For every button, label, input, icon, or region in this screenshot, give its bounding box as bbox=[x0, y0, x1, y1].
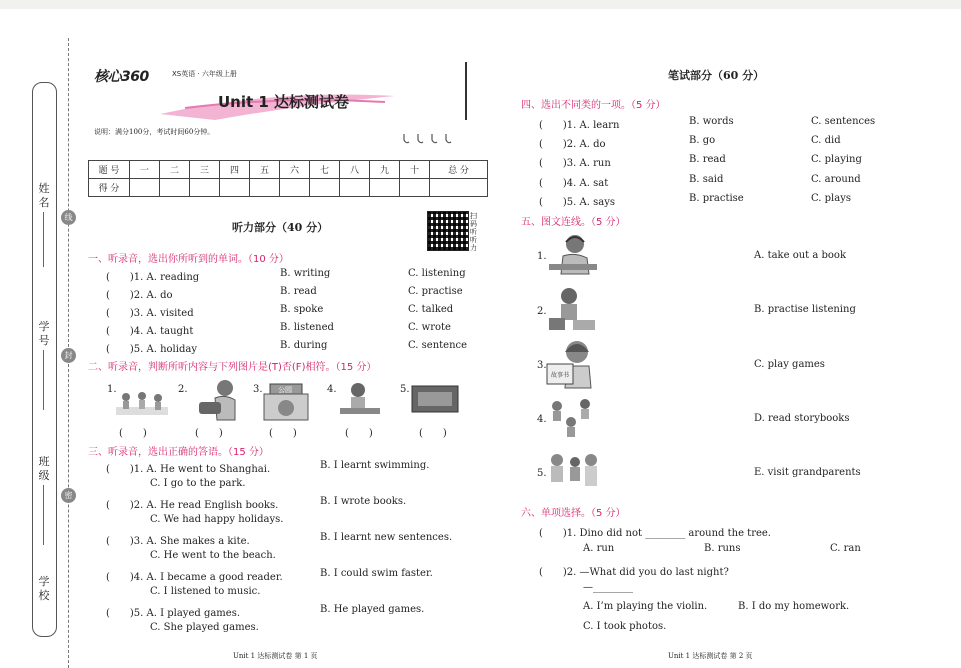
mc-option[interactable]: B. runs bbox=[704, 543, 741, 554]
answer-option-a[interactable]: ( )3. A. She makes a kite. bbox=[106, 536, 250, 547]
qr-caption: 扫码听听力 bbox=[470, 212, 477, 252]
match-option[interactable]: E. visit grandparents bbox=[754, 467, 861, 478]
answer-option-a[interactable]: ( )5. A. I played games. bbox=[106, 608, 241, 619]
score-input-cell[interactable] bbox=[400, 179, 430, 197]
score-cell: 九 bbox=[370, 161, 400, 179]
match-number: 4. bbox=[537, 414, 547, 425]
mc-option[interactable]: A. run bbox=[583, 543, 615, 554]
question-option-a[interactable]: ( )3. A. run bbox=[539, 158, 611, 169]
name-line bbox=[43, 212, 44, 267]
student-id-label: 学号 bbox=[38, 320, 50, 347]
score-table bbox=[88, 160, 488, 197]
question-option-a[interactable]: ( )5. A. holiday bbox=[106, 344, 197, 355]
mc-option[interactable]: A. I’m playing the violin. bbox=[583, 601, 708, 612]
question-option-a[interactable]: ( )3. A. visited bbox=[106, 308, 194, 319]
score-cell: 总 分 bbox=[430, 161, 488, 179]
park-sign-text: 公园 bbox=[278, 386, 292, 394]
course-label: XS英语 · 六年级上册 bbox=[172, 70, 237, 78]
footer-page-2: Unit 1 达标测试卷 第 2 页 bbox=[668, 652, 753, 660]
exam-title: Unit 1 达标测试卷 bbox=[218, 93, 350, 111]
picture-number: 3. bbox=[253, 384, 263, 395]
brand-logo: 核心360 bbox=[94, 69, 149, 85]
score-input-cell[interactable] bbox=[310, 179, 340, 197]
question-option-c[interactable]: C. sentences bbox=[811, 116, 876, 127]
student-id-line bbox=[43, 350, 44, 410]
question-option-c[interactable]: C. talked bbox=[408, 304, 454, 315]
children-playing-picture[interactable] bbox=[545, 398, 601, 438]
boy-writing-picture bbox=[338, 382, 382, 418]
question-option-a[interactable]: ( )2. A. do bbox=[106, 290, 173, 301]
family-visit-picture[interactable] bbox=[545, 452, 601, 494]
score-input-cell[interactable] bbox=[340, 179, 370, 197]
answer-option-b[interactable]: B. He played games. bbox=[320, 604, 425, 615]
tf-answer-blank[interactable]: ( ) bbox=[119, 428, 147, 439]
question-option-c[interactable]: C. plays bbox=[811, 193, 851, 204]
question-option-a[interactable]: ( )2. A. do bbox=[539, 139, 606, 150]
picture-number: 5. bbox=[400, 384, 410, 395]
question-option-a[interactable]: ( )4. A. sat bbox=[539, 178, 609, 189]
question-option-c[interactable]: C. did bbox=[811, 135, 841, 146]
tf-answer-blank[interactable]: ( ) bbox=[419, 428, 447, 439]
question-option-b[interactable]: B. writing bbox=[280, 268, 331, 279]
score-cell: 六 bbox=[280, 161, 310, 179]
score-input-cell[interactable] bbox=[190, 179, 220, 197]
seal-seal-mark: 封 bbox=[61, 348, 76, 363]
school-label: 学校 bbox=[38, 575, 50, 602]
mc-option[interactable]: C. I took photos. bbox=[583, 621, 667, 632]
answer-option-b[interactable]: B. I could swim faster. bbox=[320, 568, 433, 579]
binding-box bbox=[32, 82, 57, 637]
section-4-title: 四、选出不同类的一项。（5 分） bbox=[521, 100, 666, 111]
answer-option-a[interactable]: ( )1. A. He went to Shanghai. bbox=[106, 464, 271, 475]
question-option-c[interactable]: C. sentence bbox=[408, 340, 468, 351]
score-cell: 五 bbox=[250, 161, 280, 179]
storybook-cover-text: 故事书 bbox=[551, 372, 570, 379]
boy-with-bag-picture[interactable] bbox=[545, 286, 601, 334]
score-input-cell[interactable] bbox=[370, 179, 400, 197]
question-option-b[interactable]: B. words bbox=[689, 116, 734, 127]
score-cell: 七 bbox=[310, 161, 340, 179]
match-option[interactable]: D. read storybooks bbox=[754, 413, 850, 424]
tf-answer-blank[interactable]: ( ) bbox=[269, 428, 297, 439]
question-option-b[interactable]: B. read bbox=[280, 286, 317, 297]
question-option-a[interactable]: ( )1. A. reading bbox=[106, 272, 200, 283]
match-option[interactable]: A. take out a book bbox=[754, 250, 847, 261]
park-gate-picture bbox=[262, 380, 310, 422]
picture-number: 1. bbox=[107, 384, 117, 395]
score-cell: 二 bbox=[160, 161, 190, 179]
girl-listening-picture bbox=[195, 378, 241, 422]
section-5-title: 五、图文连线。（5 分） bbox=[521, 217, 626, 228]
header-rule bbox=[465, 62, 467, 120]
score-cell: 八 bbox=[340, 161, 370, 179]
answer-option-a[interactable]: ( )4. A. I became a good reader. bbox=[106, 572, 283, 583]
answer-blank-line[interactable]: —________ bbox=[583, 582, 633, 593]
name-label: 姓名 bbox=[38, 182, 50, 209]
mc-question-1: ( )1. Dino did not ________ around the tree. bbox=[539, 528, 771, 539]
blackboard-picture bbox=[410, 384, 460, 416]
score-input-cell[interactable] bbox=[160, 179, 190, 197]
seal-secret-mark: 密 bbox=[61, 488, 76, 503]
mc-question-2: ( )2. —What did you do last night? bbox=[539, 567, 729, 578]
answer-option-c[interactable]: C. I listened to music. bbox=[150, 586, 261, 597]
answer-option-b[interactable]: B. I learnt new sentences. bbox=[320, 532, 453, 543]
answer-option-b[interactable]: B. I learnt swimming. bbox=[320, 460, 430, 471]
question-option-a[interactable]: ( )5. A. says bbox=[539, 197, 615, 208]
answer-option-c[interactable]: C. He went to the beach. bbox=[150, 550, 276, 561]
score-input-cell[interactable] bbox=[250, 179, 280, 197]
score-cell: 一 bbox=[130, 161, 160, 179]
picture-number: 2. bbox=[178, 384, 188, 395]
mc-option[interactable]: C. ran bbox=[830, 543, 861, 554]
class-label: 班级 bbox=[38, 455, 50, 482]
section-6-title: 六、单项选择。（5 分） bbox=[521, 508, 626, 519]
score-cell: 得 分 bbox=[89, 179, 130, 197]
question-option-c[interactable]: C. playing bbox=[811, 154, 862, 165]
score-cell: 题 号 bbox=[89, 161, 130, 179]
section-1-title: 一、听录音，选出你所听到的单词。（10 分） bbox=[88, 254, 289, 265]
class-line bbox=[43, 485, 44, 545]
score-input-cell[interactable] bbox=[220, 179, 250, 197]
question-option-c[interactable]: C. practise bbox=[408, 286, 463, 297]
question-option-a[interactable]: ( )4. A. taught bbox=[106, 326, 194, 337]
listening-heading: 听力部分（40 分） bbox=[232, 221, 329, 234]
score-input-cell[interactable] bbox=[280, 179, 310, 197]
question-option-c[interactable]: C. wrote bbox=[408, 322, 451, 333]
answer-option-c[interactable]: C. We had happy holidays. bbox=[150, 514, 284, 525]
decorative-hooks-graphic bbox=[400, 132, 470, 146]
match-number: 2. bbox=[537, 306, 547, 317]
seal-line-mark: 线 bbox=[61, 210, 76, 225]
score-cell: 十 bbox=[400, 161, 430, 179]
match-number: 5. bbox=[537, 468, 547, 479]
question-option-b[interactable]: B. listened bbox=[280, 322, 334, 333]
picture-number: 4. bbox=[327, 384, 337, 395]
question-option-c[interactable]: C. listening bbox=[408, 268, 466, 279]
section-2-title: 二、听录音，判断所听内容与下列图片是(T)否(F)相符。（15 分） bbox=[88, 362, 377, 373]
written-heading: 笔试部分（60 分） bbox=[668, 69, 765, 82]
match-number: 3. bbox=[537, 360, 547, 371]
kids-playing-picture bbox=[114, 387, 170, 417]
question-option-b[interactable]: B. read bbox=[689, 154, 726, 165]
question-option-c[interactable]: C. around bbox=[811, 174, 861, 185]
question-option-b[interactable]: B. during bbox=[280, 340, 328, 351]
question-option-b[interactable]: B. said bbox=[689, 174, 724, 185]
score-cell: 四 bbox=[220, 161, 250, 179]
tf-answer-blank[interactable]: ( ) bbox=[345, 428, 373, 439]
qr-code-icon[interactable] bbox=[427, 211, 469, 251]
match-option[interactable]: C. play games bbox=[754, 359, 825, 370]
score-cell: 三 bbox=[190, 161, 220, 179]
match-number: 1. bbox=[537, 251, 547, 262]
score-table-header-row bbox=[89, 161, 488, 179]
mc-option[interactable]: B. I do my homework. bbox=[738, 601, 850, 612]
question-option-a[interactable]: ( )1. A. learn bbox=[539, 120, 620, 131]
footer-page-1: Unit 1 达标测试卷 第 1 页 bbox=[233, 652, 318, 660]
score-input-cell[interactable] bbox=[130, 179, 160, 197]
answer-option-c[interactable]: C. She played games. bbox=[150, 622, 259, 633]
section-3-title: 三、听录音，选出正确的答语。（15 分） bbox=[88, 447, 269, 458]
answer-option-c[interactable]: C. I go to the park. bbox=[150, 478, 246, 489]
question-option-b[interactable]: B. spoke bbox=[280, 304, 324, 315]
girl-reading-storybook-picture[interactable] bbox=[545, 338, 601, 390]
answer-option-b[interactable]: B. I wrote books. bbox=[320, 496, 407, 507]
tf-answer-blank[interactable]: ( ) bbox=[195, 428, 223, 439]
score-table-score-row bbox=[89, 179, 488, 197]
answer-option-a[interactable]: ( )2. A. He read English books. bbox=[106, 500, 279, 511]
girl-with-headphones-picture[interactable] bbox=[545, 232, 601, 276]
question-option-b[interactable]: B. practise bbox=[689, 193, 744, 204]
question-option-b[interactable]: B. go bbox=[689, 135, 716, 146]
score-input-cell[interactable] bbox=[430, 179, 488, 197]
exam-note: 说明：满分100分，考试时间60分钟。 bbox=[94, 128, 215, 136]
match-option[interactable]: B. practise listening bbox=[754, 304, 856, 315]
